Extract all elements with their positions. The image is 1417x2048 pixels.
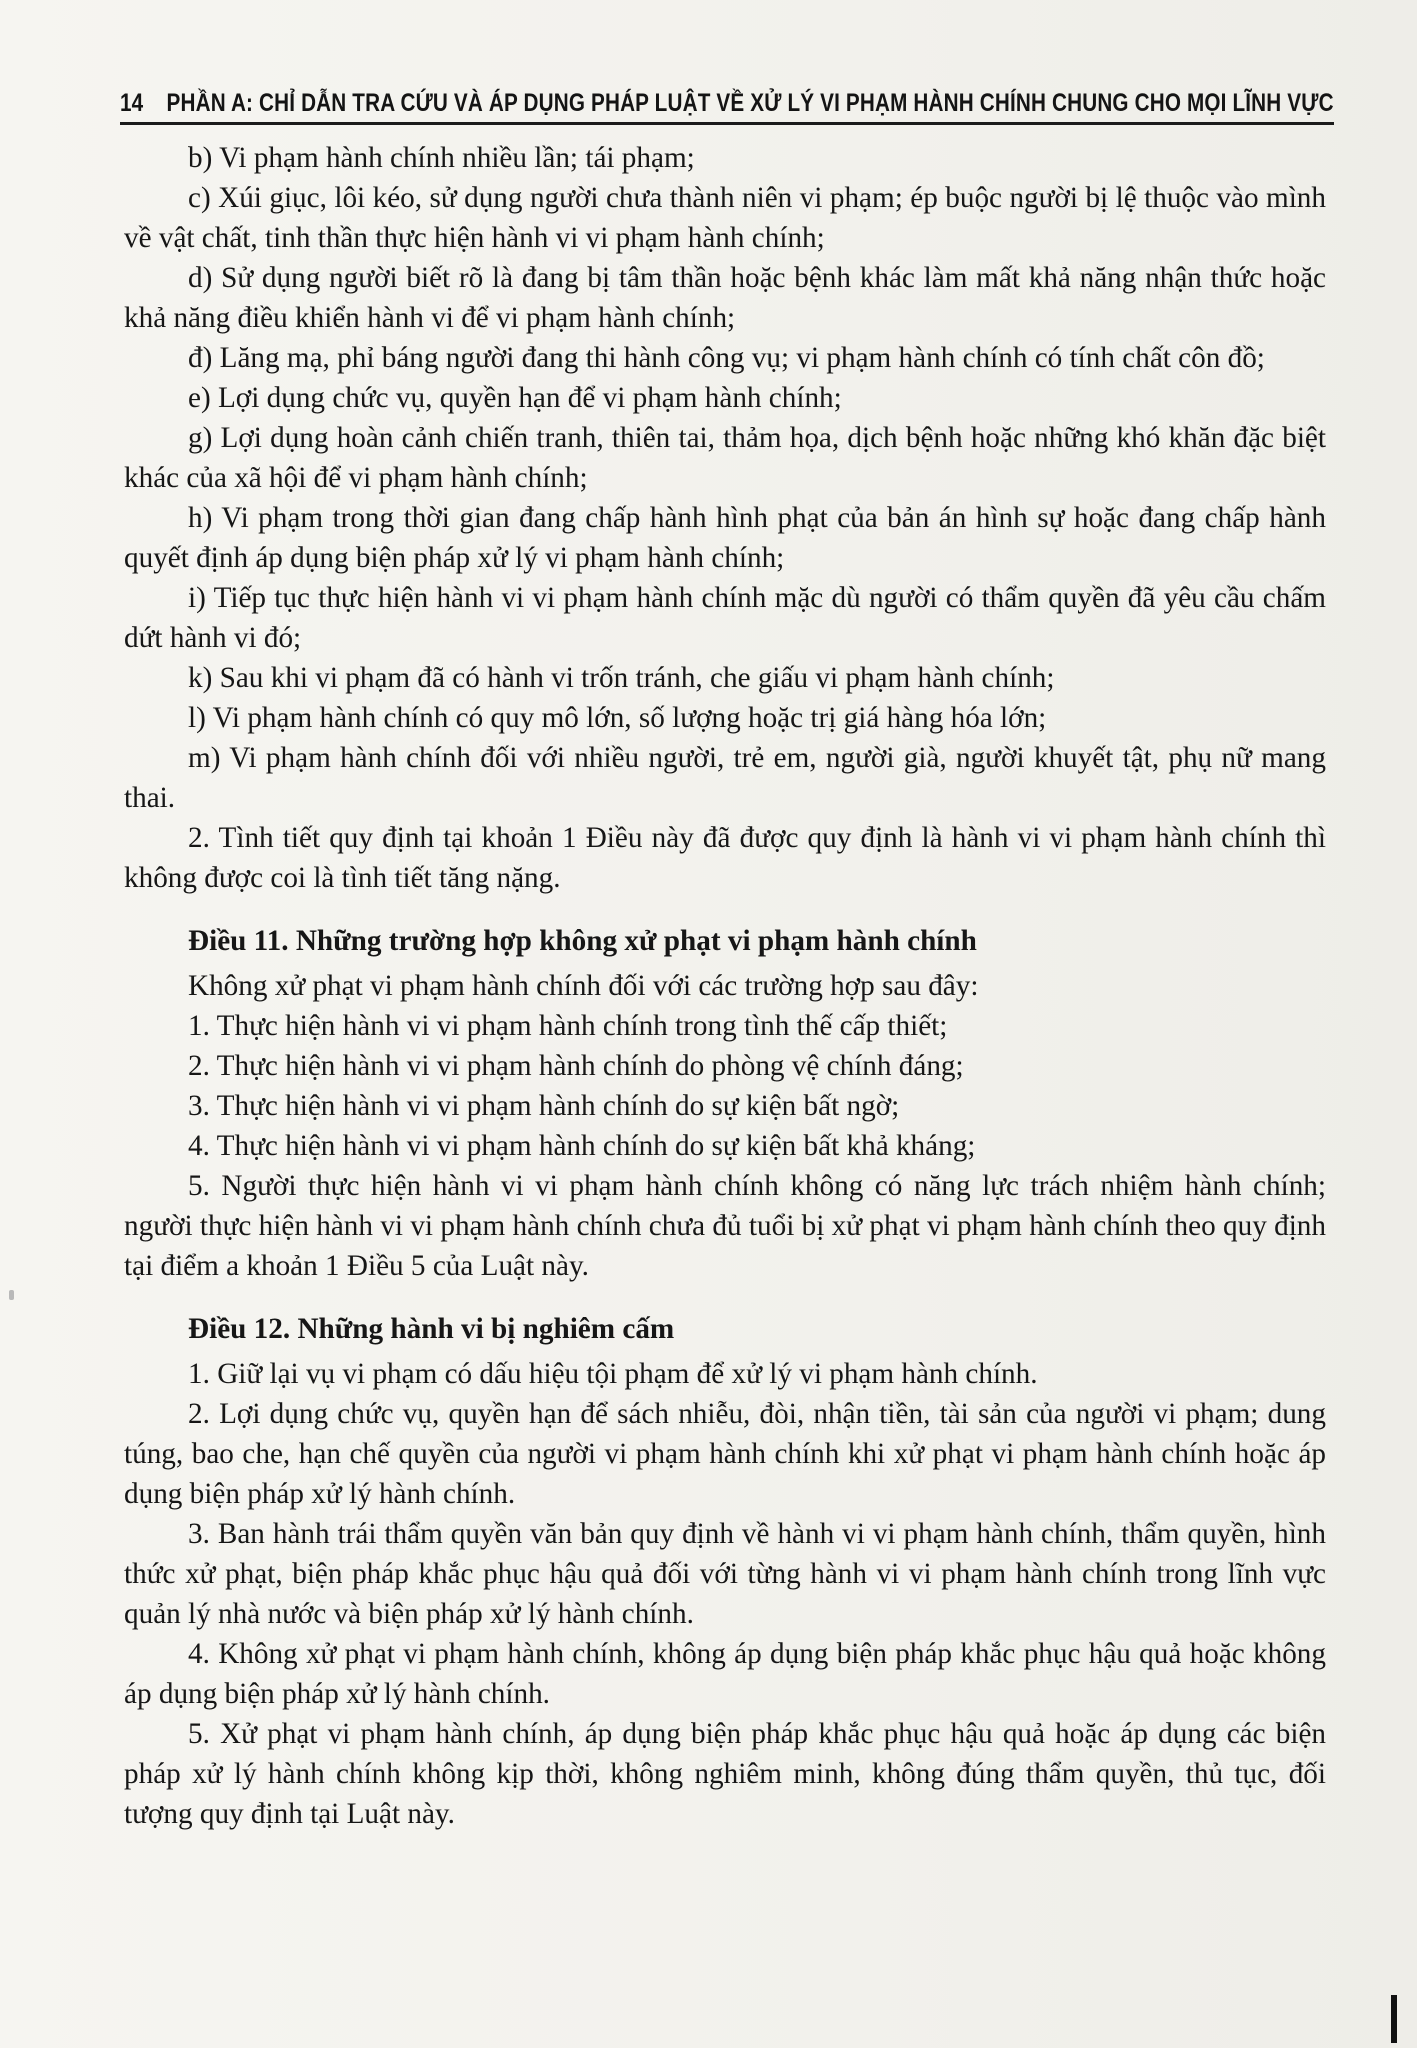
article-12-title: Điều 12. Những hành vi bị nghiêm cấm [188,1313,675,1345]
clause-item: m) Vi phạm hành chính đối với nhiều người, trẻ em, người già, người khuyết tật, phụ nữ mang thai. [124,742,1326,814]
clause-item: 2. Tình tiết quy định tại khoản 1 Điều này đã được quy định là hành vi vi phạm hành chính thì không được coi là tình tiết tăng nặng. [124,822,1326,894]
clause-item: đ) Lăng mạ, phỉ báng người đang thi hành công vụ; vi phạm hành chính có tính chất côn đồ; [188,342,1265,374]
article-11-paragraph: 3. Thực hiện hành vi vi phạm hành chính do sự kiện bất ngờ; [188,1090,900,1122]
clause-item: c) Xúi giục, lôi kéo, sử dụng người chưa thành niên vi phạm; ép buộc người bị lệ thuộc vào mình về vật chất, tinh thần thực hiện hành vi vi phạm hành chính; [124,182,1326,254]
article-11-paragraph: 5. Người thực hiện hành vi vi phạm hành chính không có năng lực trách nhiệm hành chính; người thực hiện hành vi vi phạm hành chính chưa đủ tuổi bị xử phạt vi phạm hành chính theo quy định tại điểm a khoản 1 Điều 5 của Luật này. [124,1170,1326,1282]
article-12-paragraph: 5. Xử phạt vi phạm hành chính, áp dụng biện pháp khắc phục hậu quả hoặc áp dụng các biện pháp xử lý hành chính không kịp thời, không nghiêm minh, không đúng thẩm quyền, thủ tục, đối tượng quy định tại Luật này. [124,1718,1326,1830]
clause-item: d) Sử dụng người biết rõ là đang bị tâm thần hoặc bệnh khác làm mất khả năng nhận thức hoặc khả năng điều khiển hành vi để vi phạm hành chính; [124,262,1326,334]
clause-item: b) Vi phạm hành chính nhiều lần; tái phạm; [188,142,695,174]
article-11-title: Điều 11. Những trường hợp không xử phạt vi phạm hành chính [188,925,977,957]
clause-item: e) Lợi dụng chức vụ, quyền hạn để vi phạm hành chính; [188,382,842,414]
article-11-paragraph: 2. Thực hiện hành vi vi phạm hành chính do phòng vệ chính đáng; [188,1050,964,1082]
running-header [120,82,1334,118]
page-number: 14 [120,89,144,117]
article-12-paragraph: 3. Ban hành trái thẩm quyền văn bản quy định về hành vi vi phạm hành chính, thẩm quyền, hình thức xử phạt, biện pháp khắc phục hậu quả đối với từng hành vi vi phạm hành chính trong lĩnh vực quản lý nhà nước và biện pháp xử lý hành chính. [124,1518,1326,1630]
header-title: PHẦN A: CHỈ DẪN TRA CỨU VÀ ÁP DỤNG PHÁP LUẬT VỀ XỬ LÝ VI PHẠM HÀNH CHÍNH CHUNG CHO MỌI LĨNH VỰC [166,89,1334,117]
page-edge-mark [1391,1995,1397,2043]
header-rule [120,122,1334,125]
article-12-paragraph: 4. Không xử phạt vi phạm hành chính, không áp dụng biện pháp khắc phục hậu quả hoặc không áp dụng biện pháp xử lý hành chính. [124,1638,1326,1710]
article-11-paragraph: 1. Thực hiện hành vi vi phạm hành chính trong tình thế cấp thiết; [188,1010,948,1042]
clause-item: h) Vi phạm trong thời gian đang chấp hành hình phạt của bản án hình sự hoặc đang chấp hành quyết định áp dụng biện pháp xử lý vi phạm hành chính; [124,502,1326,574]
article-12-paragraph: 2. Lợi dụng chức vụ, quyền hạn để sách nhiễu, đòi, nhận tiền, tài sản của người vi phạm; dung túng, bao che, hạn chế quyền của người vi phạm hành chính khi xử phạt vi phạm hành chính hoặc áp dụng biện pháp xử lý hành chính. [124,1398,1326,1510]
clause-item: k) Sau khi vi phạm đã có hành vi trốn tránh, che giấu vi phạm hành chính; [188,662,1055,694]
page-body [124,138,1326,1834]
article-11-paragraph: 4. Thực hiện hành vi vi phạm hành chính do sự kiện bất khả kháng; [188,1130,976,1162]
clause-item: i) Tiếp tục thực hiện hành vi vi phạm hành chính mặc dù người có thẩm quyền đã yêu cầu chấm dứt hành vi đó; [124,582,1326,654]
clause-item: g) Lợi dụng hoàn cảnh chiến tranh, thiên tai, thảm họa, dịch bệnh hoặc những khó khăn đặc biệt khác của xã hội để vi phạm hành chính; [124,422,1326,494]
clause-item: l) Vi phạm hành chính có quy mô lớn, số lượng hoặc trị giá hàng hóa lớn; [188,702,1047,734]
scan-speck [9,1290,14,1300]
article-12-paragraph: 1. Giữ lại vụ vi phạm có dấu hiệu tội phạm để xử lý vi phạm hành chính. [188,1358,1038,1390]
article-11-paragraph: Không xử phạt vi phạm hành chính đối với các trường hợp sau đây: [188,970,979,1002]
